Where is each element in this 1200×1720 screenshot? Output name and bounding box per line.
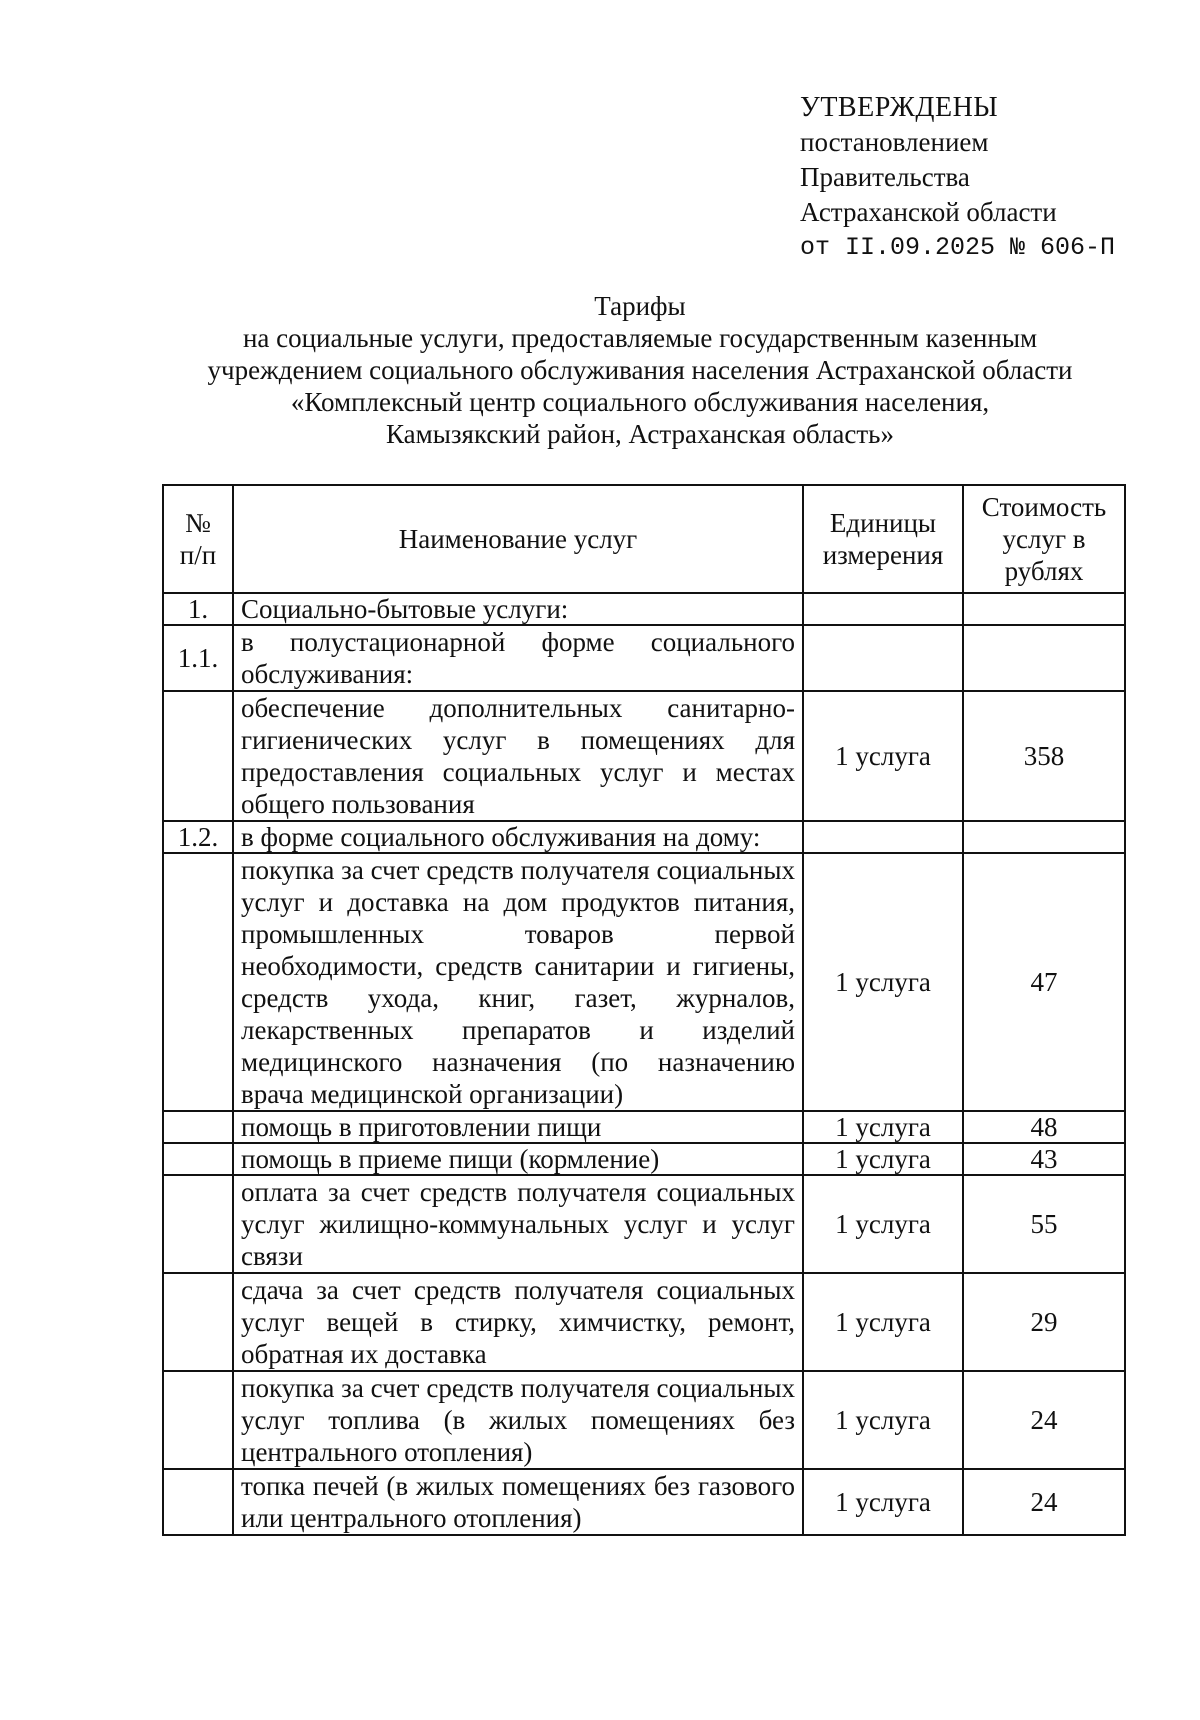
table-row bbox=[163, 691, 1125, 821]
row-num bbox=[163, 853, 233, 1111]
row-cost: 29 bbox=[963, 1273, 1125, 1371]
approval-line-1: постановлением bbox=[800, 127, 989, 157]
table-row bbox=[163, 1273, 1125, 1371]
approval-line-2: Правительства bbox=[800, 162, 970, 192]
row-unit bbox=[803, 625, 963, 691]
row-cost: 47 bbox=[963, 853, 1125, 1111]
row-cost: 55 bbox=[963, 1175, 1125, 1273]
row-name: помощь в приеме пищи (кормление) bbox=[233, 1143, 803, 1175]
row-num bbox=[163, 1143, 233, 1175]
row-num bbox=[163, 1175, 233, 1273]
row-unit: 1 услуга bbox=[803, 1143, 963, 1175]
row-cost: 43 bbox=[963, 1143, 1125, 1175]
title-line-4: «Комплексный центр социального обслуживания населения, bbox=[290, 387, 990, 417]
row-unit bbox=[803, 821, 963, 853]
title-line-3: учреждением социального обслуживания населения Астраханской области bbox=[207, 355, 1073, 385]
title-line-1: Тарифы bbox=[594, 291, 686, 321]
table-row bbox=[163, 1175, 1125, 1273]
row-num bbox=[163, 1371, 233, 1469]
row-cost: 24 bbox=[963, 1469, 1125, 1535]
table-row bbox=[163, 625, 1125, 691]
title-line-2: на социальные услуги, предоставляемые государственным казенным bbox=[242, 323, 1038, 353]
row-name: оплата за счет средств получателя социальных услуг жилищно-коммунальных услуг и услуг связи bbox=[233, 1175, 803, 1273]
row-unit: 1 услуга bbox=[803, 1371, 963, 1469]
row-unit bbox=[803, 593, 963, 625]
header-unit: Единицы измерения bbox=[803, 485, 963, 593]
row-name: помощь в приготовлении пищи bbox=[233, 1111, 803, 1143]
title-line-5: Камызякский район, Астраханская область» bbox=[386, 419, 894, 449]
row-num: 1. bbox=[163, 593, 233, 625]
table-row bbox=[163, 1469, 1125, 1535]
row-num bbox=[163, 1111, 233, 1143]
row-cost bbox=[963, 625, 1125, 691]
row-name: Социально-бытовые услуги: bbox=[233, 593, 803, 625]
row-name: сдача за счет средств получателя социальных услуг вещей в стирку, химчистку, ремонт, обратная их доставка bbox=[233, 1273, 803, 1371]
row-name: обеспечение дополнительных санитарно-гигиенических услуг в помещениях для предоставления социальных услуг и местах общего пользования bbox=[233, 691, 803, 821]
header-name: Наименование услуг bbox=[233, 485, 803, 593]
table-row bbox=[163, 1143, 1125, 1175]
table-row bbox=[163, 853, 1125, 1111]
approval-stamp bbox=[800, 90, 1115, 265]
document-title bbox=[150, 290, 1130, 450]
row-name: покупка за счет средств получателя социальных услуг и доставка на дом продуктов питания, промышленных товаров первой необходимости, средств санитарии и гигиены, средств ухода, книг, газет, журналов, лекарственных препаратов и изделий медицинского назначения (по назначению врача медицинской организации) bbox=[233, 853, 803, 1111]
row-num bbox=[163, 1469, 233, 1535]
row-name: в форме социального обслуживания на дому: bbox=[233, 821, 803, 853]
header-cost: Стоимость услуг в рублях bbox=[963, 485, 1125, 593]
table-row bbox=[163, 593, 1125, 625]
row-unit: 1 услуга bbox=[803, 1469, 963, 1535]
row-cost bbox=[963, 821, 1125, 853]
row-num: 1.1. bbox=[163, 625, 233, 691]
row-name: покупка за счет средств получателя социальных услуг топлива (в жилых помещениях без центрального отопления) bbox=[233, 1371, 803, 1469]
header-num: № п/п bbox=[163, 485, 233, 593]
table-row bbox=[163, 1111, 1125, 1143]
row-unit: 1 услуга bbox=[803, 1175, 963, 1273]
row-cost bbox=[963, 593, 1125, 625]
row-unit: 1 услуга bbox=[803, 853, 963, 1111]
table-header-row bbox=[163, 485, 1125, 593]
row-unit: 1 услуга bbox=[803, 1111, 963, 1143]
row-unit: 1 услуга bbox=[803, 1273, 963, 1371]
row-cost: 48 bbox=[963, 1111, 1125, 1143]
row-num bbox=[163, 1273, 233, 1371]
row-num bbox=[163, 691, 233, 821]
approval-line-3: Астраханской области bbox=[800, 197, 1057, 227]
tariffs-table bbox=[162, 484, 1126, 1536]
row-unit: 1 услуга bbox=[803, 691, 963, 821]
row-cost: 24 bbox=[963, 1371, 1125, 1469]
table-row bbox=[163, 1371, 1125, 1469]
table-row bbox=[163, 821, 1125, 853]
row-name: в полустационарной форме социального обслуживания: bbox=[233, 625, 803, 691]
approval-heading: УТВЕРЖДЕНЫ bbox=[800, 92, 999, 123]
row-num: 1.2. bbox=[163, 821, 233, 853]
row-name: топка печей (в жилых помещениях без газового или центрального отопления) bbox=[233, 1469, 803, 1535]
approval-date-number: от II.09.2025 № 606-П bbox=[800, 233, 1116, 262]
row-cost: 358 bbox=[963, 691, 1125, 821]
